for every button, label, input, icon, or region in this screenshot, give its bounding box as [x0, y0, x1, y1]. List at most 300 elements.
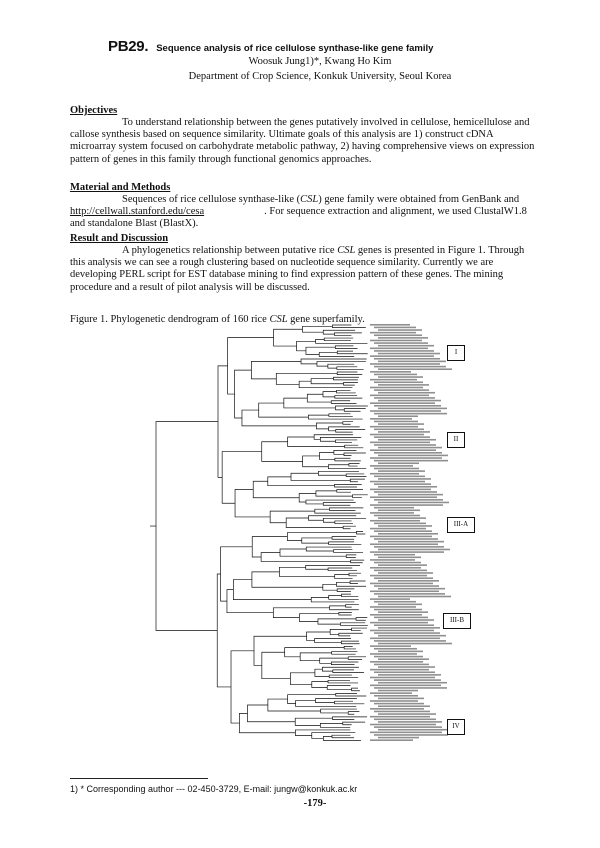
leaf-label: [370, 708, 424, 710]
dendrogram-branch: [315, 639, 351, 643]
leaf-label: [378, 478, 431, 480]
leaf-label: [370, 340, 422, 342]
dendrogram-branch: [222, 452, 262, 504]
leaf-label: [370, 426, 418, 428]
dendrogram-branch: [218, 366, 228, 478]
leaf-label: [378, 557, 421, 559]
dendrogram-branch: [323, 330, 355, 334]
dendrogram-branch: [217, 574, 231, 687]
leaf-label: [370, 465, 413, 467]
poster-code: PB29.: [108, 38, 149, 55]
leaf-label: [370, 496, 437, 498]
leaf-label: [374, 585, 439, 587]
footnote: 1) * Corresponding author --- 02-450-3729, E-mail: jungw@konkuk.ac.kr: [70, 784, 358, 794]
dendrogram-branch: [339, 633, 363, 636]
cluster-label-iii-a: III-A: [447, 517, 475, 533]
leaf-label: [378, 619, 434, 621]
leaf-label: [378, 651, 423, 653]
dendrogram-branch: [329, 542, 362, 545]
leaf-label: [378, 674, 441, 676]
dendrogram-branch: [273, 608, 329, 618]
dendrogram-branch: [295, 718, 332, 725]
leaf-label: [374, 436, 430, 438]
leaf-label: [370, 387, 423, 389]
leaf-label: [370, 520, 420, 522]
dendrogram-branch: [306, 565, 360, 569]
dendrogram-branch: [331, 662, 358, 665]
dendrogram-branch: [337, 367, 364, 370]
leaf-label: [374, 389, 429, 391]
dendrogram-branch: [247, 705, 295, 722]
leaf-label: [374, 491, 437, 493]
dendrogram-branch: [270, 511, 315, 523]
dendrogram-branch: [352, 495, 367, 498]
leaf-label: [370, 575, 427, 577]
dendrogram-branch: [323, 503, 355, 506]
leaf-label: [370, 371, 411, 373]
dendrogram-branch: [320, 658, 349, 663]
dendrogram-branch: [337, 390, 356, 393]
results-text: [70, 245, 540, 294]
leaf-label: [374, 327, 416, 329]
affiliation: Department of Crop Science, Konkuk University, Seoul Korea: [188, 71, 452, 82]
leaf-label: [374, 507, 414, 509]
leaf-label: [370, 669, 429, 671]
leaf-label: [370, 473, 419, 475]
leaf-label: [378, 486, 437, 488]
leaf-label: [374, 601, 416, 603]
leaf-label: [374, 523, 426, 525]
leaf-label: [374, 703, 424, 705]
leaf-label: [378, 345, 434, 347]
leaf-label: [370, 645, 411, 647]
leaf-label: [370, 410, 441, 412]
dendrogram-branch: [345, 445, 364, 448]
leaf-label: [378, 533, 438, 535]
dendrogram-branch: [332, 537, 356, 540]
leaf-label: [370, 442, 430, 444]
leaf-label: [378, 509, 420, 511]
dendrogram-branch: [335, 396, 362, 399]
leaf-label: [374, 726, 442, 728]
leaf-label: [370, 348, 428, 350]
cesa-link[interactable]: http://cellwall.stanford.edu/cesa: [70, 206, 205, 218]
leaf-label: [370, 363, 440, 365]
dendrogram-branch: [343, 422, 353, 425]
dendrogram-branch: [346, 605, 359, 608]
leaf-label: [378, 627, 440, 629]
leaf-label: [370, 590, 439, 592]
leaf-label: [374, 617, 428, 619]
dendrogram-branches: [150, 325, 368, 740]
leaf-label: [370, 739, 413, 741]
dendrogram-branch: [351, 560, 365, 563]
leaf-label: [374, 734, 448, 736]
title-row: [108, 38, 433, 56]
dendrogram-branch: [329, 595, 359, 599]
dendrogram-branch: [339, 612, 352, 615]
dendrogram-branch: [252, 537, 287, 557]
dendrogram-branch: [284, 398, 336, 408]
dendrogram-branch: [343, 526, 356, 529]
leaf-label: [370, 489, 431, 491]
dendrogram-branch: [342, 594, 359, 597]
dendrogram-branch: [288, 437, 345, 446]
dendrogram-branch: [335, 346, 357, 349]
leaf-label: [370, 692, 412, 694]
dendrogram-branch: [320, 723, 350, 727]
leaf-label: [374, 366, 446, 368]
dendrogram-branch: [331, 401, 356, 404]
dendrogram-branch: [333, 377, 358, 380]
dendrogram-branch: [344, 453, 366, 456]
dendrogram-branch: [306, 347, 335, 354]
dendrogram-branch: [235, 490, 270, 517]
leaf-label: [378, 604, 422, 606]
leaf-label: [374, 468, 419, 470]
leaf-label: [374, 413, 447, 415]
leaf-label: [374, 530, 432, 532]
dendrogram-branch: [308, 415, 362, 419]
dendrogram-branch: [322, 667, 359, 671]
leaf-label: [378, 564, 427, 566]
dendrogram-branch: [336, 430, 365, 433]
leaf-label: [374, 664, 429, 666]
leaf-label: [370, 418, 412, 420]
leaf-label: [374, 609, 422, 611]
leaf-label: [374, 515, 420, 517]
leaf-label: [374, 374, 417, 376]
phylogenetic-dendrogram: [150, 322, 490, 747]
leaf-label: [370, 379, 417, 381]
leaf-label: [374, 460, 448, 462]
dendrogram-branch: [268, 477, 335, 486]
leaf-label: [378, 353, 440, 355]
leaf-label: [370, 661, 423, 663]
dendrogram-branch: [307, 632, 331, 640]
leaf-label: [378, 705, 430, 707]
caption-text-1: Figure 1. Phylogenetic dendrogram of 160 rice: [70, 314, 267, 325]
cluster-label-i: I: [447, 345, 465, 361]
dendrogram-branch: [352, 688, 360, 691]
leaf-label: [374, 546, 444, 548]
leaf-label: [370, 583, 433, 585]
results-csl: CSL: [337, 245, 356, 256]
results-text-2: genes is presented in Figure 1. Through this analysis we can see a rough clustering based on nucleotide sequence similarity. Currently we are developing PERL script for EST database mining to find expression pattern of these genes. The mining procedure and a result of pilot analysis will be discussed.: [70, 245, 525, 293]
leaf-label: [370, 614, 422, 616]
leaf-label: [374, 421, 418, 423]
dendrogram-branch: [335, 574, 353, 578]
dendrogram-branch: [337, 589, 354, 592]
leaf-label: [378, 596, 451, 598]
leaf-label: [378, 423, 424, 425]
leaf-label: [378, 517, 426, 519]
methods-text-1: Sequences of rice cellulose synthase-like (: [122, 194, 301, 205]
dendrogram-branch: [335, 458, 361, 461]
objectives-heading: Objectives: [70, 105, 118, 116]
leaf-label: [378, 658, 429, 660]
methods-csl: CSL: [300, 194, 319, 205]
dendrogram-branch: [356, 531, 365, 534]
leaf-label: [370, 677, 435, 679]
dendrogram-branch: [299, 494, 316, 502]
dendrogram-branch: [332, 325, 365, 328]
leaf-label: [374, 444, 436, 446]
dendrogram-branch: [291, 473, 350, 480]
dendrogram-branch: [320, 437, 361, 441]
dendrogram-branch: [337, 490, 363, 493]
dendrogram-branch: [312, 682, 328, 688]
dendrogram-branch: [335, 521, 353, 524]
leaf-label: [378, 392, 435, 394]
leaf-label: [370, 434, 424, 436]
leaf-label: [378, 376, 423, 378]
dendrogram-branch: [306, 547, 351, 551]
leaf-label: [378, 588, 445, 590]
leaf-label: [374, 577, 433, 579]
dendrogram-branch: [323, 518, 366, 522]
dendrogram-branch: [329, 427, 360, 431]
dendrogram-branch: [262, 652, 291, 678]
dendrogram-branch: [303, 456, 329, 467]
leaf-label: [370, 622, 428, 624]
dendrogram-leaf-labels: [370, 324, 452, 741]
authors: Woosuk Jung1)*, Kwang Ho Kim: [248, 56, 392, 67]
leaf-label: [374, 624, 434, 626]
dendrogram-branch: [330, 606, 359, 610]
dendrogram-branch: [349, 463, 360, 466]
leaf-label: [370, 536, 432, 538]
leaf-label: [378, 698, 424, 700]
dendrogram-branch: [346, 474, 366, 477]
dendrogram-branch: [332, 652, 358, 655]
dendrogram-branch: [321, 709, 357, 713]
dendrogram-branch: [318, 471, 359, 475]
leaf-label: [370, 512, 414, 514]
leaf-label: [370, 355, 434, 357]
leaf-label: [370, 457, 442, 459]
methods-heading: Material and Methods: [70, 182, 171, 193]
leaf-label: [374, 570, 427, 572]
dendrogram-branch: [344, 646, 356, 649]
methods-text-3: . For sequence extraction and alignment, we used ClustalW1.8 and standalone Blast (BlastX).: [70, 206, 527, 230]
leaf-label: [378, 690, 418, 692]
dendrogram-branch: [221, 547, 253, 601]
dendrogram-branch: [329, 414, 353, 417]
dendrogram-branch: [334, 333, 361, 336]
dendrogram-branch: [300, 653, 331, 661]
leaf-label: [374, 679, 441, 681]
dendrogram-branch: [340, 623, 367, 626]
dendrogram-branch: [341, 641, 359, 644]
leaf-label: [374, 397, 435, 399]
leaf-label: [378, 525, 432, 527]
leaf-label: [374, 640, 446, 642]
leaf-label: [374, 476, 425, 478]
dendrogram-branch: [302, 326, 332, 332]
leaf-label: [374, 429, 424, 431]
dendrogram-branch: [334, 450, 357, 454]
leaf-label: [378, 580, 439, 582]
leaf-label: [370, 551, 444, 553]
leaf-label: [378, 337, 428, 339]
leaf-label: [378, 635, 446, 637]
leaf-label: [374, 718, 436, 720]
dendrogram-branch: [336, 693, 367, 696]
dendrogram-branch: [350, 581, 366, 584]
leaf-label: [370, 685, 441, 687]
dendrogram-branch: [344, 382, 358, 385]
dendrogram-branch: [327, 686, 351, 690]
leaf-label: [370, 402, 435, 404]
leaf-label: [370, 449, 436, 451]
leaf-label: [378, 611, 428, 613]
dendrogram-branch: [316, 339, 368, 343]
page-number: -179-: [303, 798, 327, 809]
leaf-label: [374, 671, 435, 673]
dendrogram-branch: [227, 590, 273, 613]
dendrogram-branch: [335, 440, 357, 443]
dendrogram-branch: [328, 680, 358, 683]
leaf-label: [374, 405, 441, 407]
dendrogram-branch: [315, 699, 356, 703]
dendrogram-branch: [336, 582, 366, 586]
leaf-label: [374, 656, 423, 658]
leaf-label: [374, 483, 431, 485]
leaf-label: [378, 329, 422, 331]
dendrogram-branch: [328, 465, 366, 469]
leaf-label: [378, 447, 442, 449]
results-heading: Result and Discussion: [70, 233, 169, 244]
leaf-label: [374, 554, 415, 556]
leaf-label: [370, 716, 430, 718]
leaf-label: [378, 549, 450, 551]
leaf-label: [370, 700, 418, 702]
leaf-label: [378, 666, 435, 668]
leaf-label: [374, 381, 423, 383]
dendrogram-branch: [348, 657, 366, 660]
dendrogram-branch: [336, 406, 368, 410]
dendrogram-branch: [337, 372, 362, 375]
dendrogram-branch: [320, 452, 335, 459]
leaf-label: [378, 502, 449, 504]
dendrogram-branch: [156, 422, 218, 631]
leaf-label: [378, 400, 441, 402]
leaf-label: [378, 361, 446, 363]
leaf-label: [374, 358, 440, 360]
dendrogram-branch: [330, 629, 351, 634]
dendrogram-branch: [318, 619, 356, 624]
leaf-label: [378, 439, 436, 441]
leaf-label: [378, 368, 452, 370]
dendrogram-branch: [328, 364, 354, 368]
dendrogram-branch: [253, 481, 299, 497]
leaf-label: [374, 342, 428, 344]
dendrogram-branch: [323, 584, 337, 590]
dendrogram-branch: [346, 555, 356, 558]
paper-title: Sequence analysis of rice cellulose synthase-like gene family: [156, 43, 434, 54]
leaf-label: [378, 462, 419, 464]
dendrogram-branch: [279, 567, 334, 576]
leaf-label: [374, 687, 447, 689]
leaf-label: [374, 562, 421, 564]
leaf-label: [378, 721, 442, 723]
caption-text-2: gene superfamily.: [290, 314, 365, 325]
dendrogram-branch: [332, 735, 354, 738]
dendrogram-branch: [352, 628, 368, 631]
dendrogram-branch: [262, 442, 303, 462]
cluster-label-ii: II: [447, 432, 465, 448]
leaf-label: [370, 559, 415, 561]
dendrogram-branch: [334, 701, 364, 704]
dendrogram-branch: [328, 568, 357, 571]
dendrogram-branch: [316, 491, 353, 496]
dendrogram-branch: [235, 370, 252, 418]
leaf-label: [374, 334, 422, 336]
dendrogram-branch: [344, 409, 365, 412]
dendrogram-branch: [315, 509, 361, 513]
leaf-label: [370, 653, 417, 655]
dendrogram-branch: [319, 352, 354, 356]
dendrogram-branch: [349, 573, 361, 576]
leaf-label: [370, 567, 421, 569]
dendrogram-branch: [333, 550, 363, 553]
cluster-label-iv: IV: [447, 719, 465, 735]
dendrogram-branch: [323, 736, 361, 740]
leaf-label: [374, 452, 442, 454]
dendrogram-branch: [290, 673, 315, 685]
leaf-label: [370, 543, 438, 545]
dendrogram-branch: [252, 572, 323, 587]
dendrogram-branch: [356, 618, 367, 621]
leaf-label: [374, 538, 438, 540]
leaf-label: [370, 598, 410, 600]
leaf-label: [370, 638, 440, 640]
leaf-label: [378, 729, 448, 731]
dendrogram-branch: [343, 722, 365, 725]
leaf-label: [370, 732, 442, 734]
dendrogram-branch: [329, 675, 358, 678]
leaf-label: [370, 332, 416, 334]
leaf-label: [374, 648, 417, 650]
dendrogram-branch: [307, 394, 331, 402]
leaf-label: [370, 395, 429, 397]
leaf-label: [370, 504, 443, 506]
dendrogram-branch: [348, 712, 359, 715]
leaf-label: [378, 643, 452, 645]
leaf-label: [378, 713, 436, 715]
leaf-label: [378, 494, 443, 496]
leaf-label: [374, 593, 445, 595]
leaf-label: [374, 711, 430, 713]
leaf-label: [374, 632, 440, 634]
objectives-text: To understand relationship between the genes putatively involved in cellulose, hemicellulose and callose synthesis based on sequence similarity. Ultimate goals of this analysis are 1) construct cDNA microarray system focused on carbohydrate metabolic pathway, 2) having comprehensive views on expression pattern of genes in this family through functional genomics approaches.: [70, 117, 535, 165]
dendrogram-branch: [332, 717, 367, 720]
leaf-label: [378, 682, 447, 684]
leaf-label: [378, 470, 425, 472]
leaf-label: [378, 384, 429, 386]
dendrogram-branch: [274, 329, 303, 346]
leaf-label: [374, 695, 418, 697]
dendrogram-branch: [337, 351, 367, 354]
leaf-label: [370, 528, 426, 530]
caption-csl: CSL: [269, 314, 288, 325]
leaf-label: [378, 541, 444, 543]
leaf-label: [374, 499, 443, 501]
leaf-label: [370, 481, 425, 483]
dendrogram-branch: [261, 553, 351, 562]
leaf-label: [370, 606, 416, 608]
